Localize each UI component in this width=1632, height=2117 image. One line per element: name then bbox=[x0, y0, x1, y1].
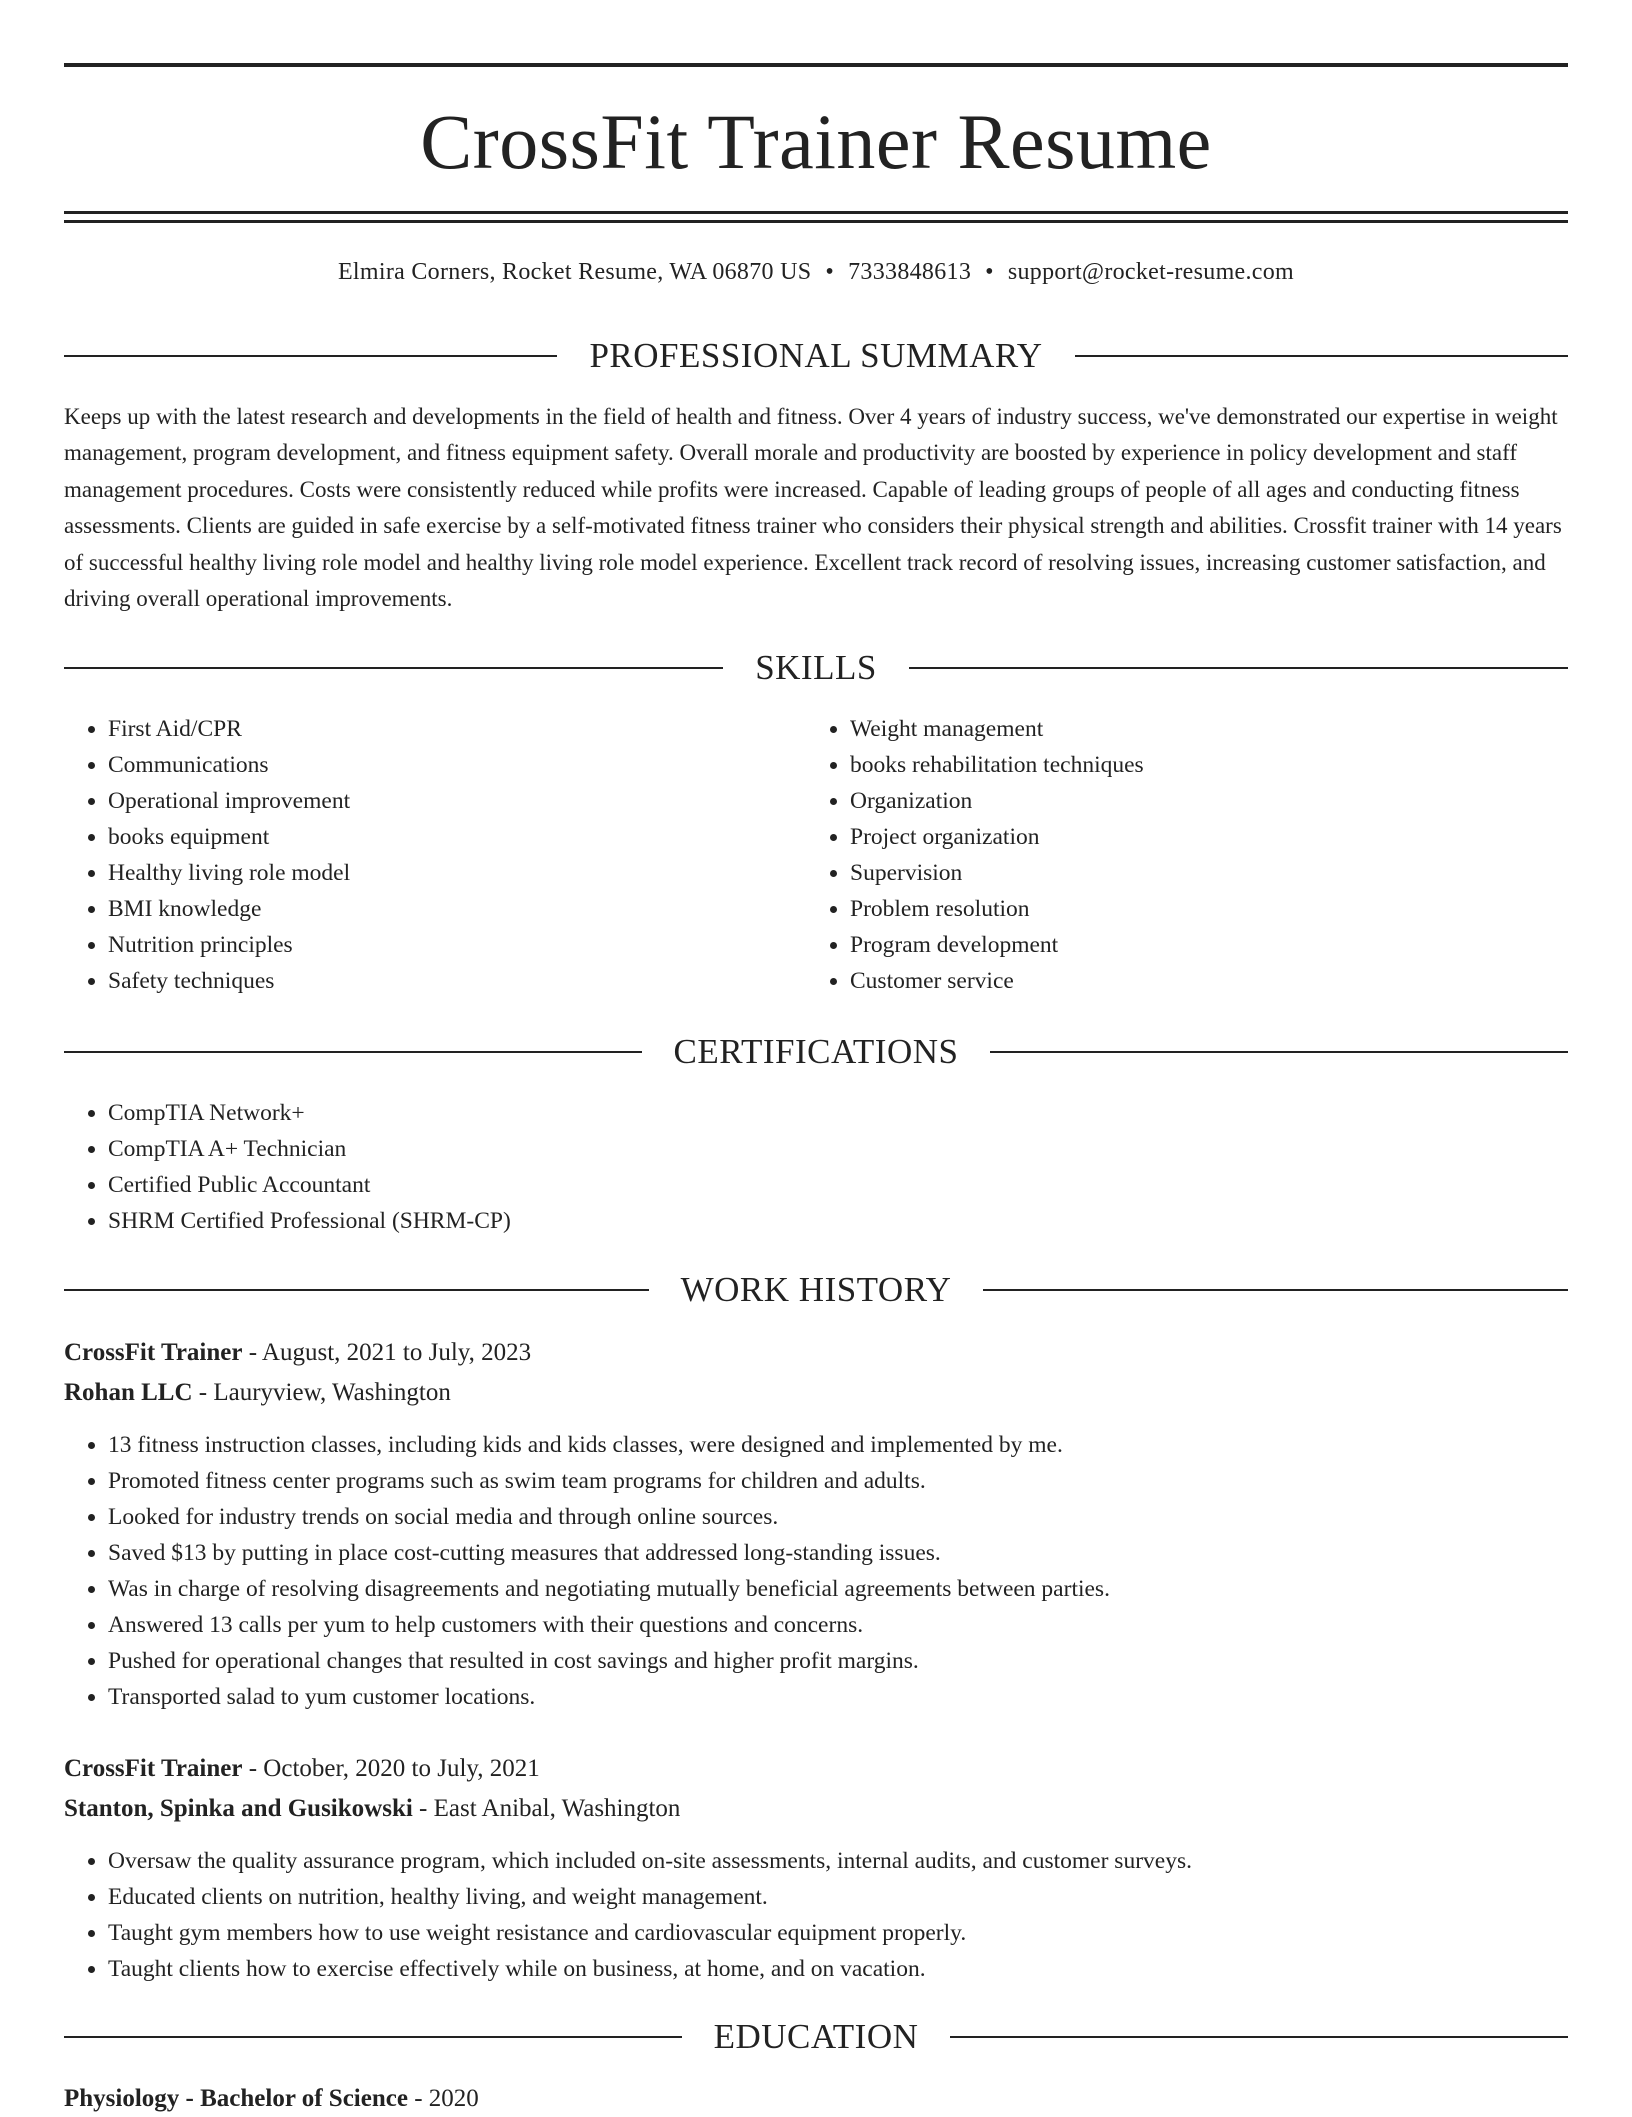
skills-list-right bbox=[806, 711, 1550, 999]
job-bullet: • 13 fitness instruction classes, including kids and kids classes, were designed and implemented by me. bbox=[108, 1427, 1568, 1463]
contact-separator: • bbox=[825, 259, 835, 285]
job-bullet: • Answered 13 calls per yum to help customers with their questions and concerns. bbox=[108, 1607, 1568, 1643]
skill-item: • Healthy living role model bbox=[108, 855, 808, 891]
job-bullet: • Promoted fitness center programs such as swim team programs for children and adults. bbox=[108, 1463, 1568, 1499]
job-bullet: • Looked for industry trends on social media and through online sources. bbox=[108, 1499, 1568, 1535]
heading-rule-right bbox=[983, 1289, 1568, 1291]
contact-line bbox=[64, 257, 1568, 287]
skill-item: • First Aid/CPR bbox=[108, 711, 808, 747]
certifications-list bbox=[64, 1095, 1568, 1239]
education-degree: Physiology - Bachelor of Science bbox=[64, 2085, 408, 2112]
heading-rule-right bbox=[990, 1051, 1568, 1053]
certification-item: • CompTIA A+ Technician bbox=[108, 1131, 1568, 1167]
skill-item: • Project organization bbox=[850, 819, 1550, 855]
job-bullet: • Saved $13 by putting in place cost-cutting measures that addressed long-standing issues. bbox=[108, 1535, 1568, 1571]
job-bullet: • Was in charge of resolving disagreements and negotiating mutually beneficial agreements between parties. bbox=[108, 1571, 1568, 1607]
job-bullet: • Taught clients how to exercise effectively while on business, at home, and on vacation. bbox=[108, 1951, 1568, 1987]
skill-item: • Program development bbox=[850, 927, 1550, 963]
heading-rule-right bbox=[909, 667, 1568, 669]
skills-heading-label: SKILLS bbox=[755, 648, 877, 687]
education-heading bbox=[64, 2017, 1568, 2057]
job-bullet: • Taught gym members how to use weight resistance and cardiovascular equipment properly. bbox=[108, 1915, 1568, 1951]
job-company: Rohan LLC bbox=[64, 1379, 193, 1406]
certification-item: • Certified Public Accountant bbox=[108, 1167, 1568, 1203]
job-bullet: • Transported salad to yum customer locations. bbox=[108, 1679, 1568, 1715]
work-history-heading-label: WORK HISTORY bbox=[680, 1270, 952, 1309]
summary-heading-label: PROFESSIONAL SUMMARY bbox=[589, 336, 1043, 375]
job-company: Stanton, Spinka and Gusikowski bbox=[64, 1795, 413, 1822]
skill-item: • Organization bbox=[850, 783, 1550, 819]
skill-item: • Problem resolution bbox=[850, 891, 1550, 927]
heading-rule-right bbox=[1075, 355, 1568, 357]
job-title: CrossFit Trainer bbox=[64, 1339, 243, 1366]
title-double-rule bbox=[64, 211, 1568, 223]
job-bullets bbox=[64, 1843, 1568, 1987]
skill-item: • Customer service bbox=[850, 963, 1550, 999]
skill-item: • Nutrition principles bbox=[108, 927, 808, 963]
certification-item: • CompTIA Network+ bbox=[108, 1095, 1568, 1131]
heading-rule-left bbox=[64, 355, 557, 357]
heading-rule-left bbox=[64, 667, 723, 669]
skills-list-left bbox=[64, 711, 808, 999]
skill-item: • Communications bbox=[108, 747, 808, 783]
skills-heading bbox=[64, 648, 1568, 688]
job-title-line bbox=[64, 1751, 1568, 1787]
heading-rule-right bbox=[950, 2036, 1568, 2038]
contact-address: Elmira Corners, Rocket Resume, WA 06870 US bbox=[337, 259, 812, 285]
skill-item: • Operational improvement bbox=[108, 783, 808, 819]
resume-page bbox=[64, 0, 1568, 2112]
summary-heading bbox=[64, 336, 1568, 376]
skill-item: • books rehabilitation techniques bbox=[850, 747, 1550, 783]
skill-item: • Safety techniques bbox=[108, 963, 808, 999]
certification-item: • SHRM Certified Professional (SHRM-CP) bbox=[108, 1203, 1568, 1239]
job-bullet: • Educated clients on nutrition, healthy living, and weight management. bbox=[108, 1879, 1568, 1915]
job-dates: - August, 2021 to July, 2023 bbox=[242, 1339, 532, 1366]
certifications-heading-label: CERTIFICATIONS bbox=[673, 1032, 959, 1071]
job-location: - East Anibal, Washington bbox=[412, 1795, 681, 1822]
skill-item: • books equipment bbox=[108, 819, 808, 855]
job-company-line bbox=[64, 1791, 1568, 1827]
top-rule bbox=[64, 63, 1568, 67]
skill-item: • Weight management bbox=[850, 711, 1550, 747]
work-history-heading bbox=[64, 1270, 1568, 1310]
job-title: CrossFit Trainer bbox=[64, 1755, 243, 1782]
contact-email: support@rocket-resume.com bbox=[1007, 259, 1295, 285]
job-bullet: • Oversaw the quality assurance program, which included on-site assessments, internal audits, and customer surveys. bbox=[108, 1843, 1568, 1879]
summary-text: Keeps up with the latest research and developments in the field of health and fitness. Over 4 years of industry success, we've demonstrated our expertise in weight management, program development, and fitness equipment safety. Overall morale and productivity are boosted by experience in policy development and staff management procedures. Costs were consistently reduced while profits were increased. Capable of leading groups of people of all ages and conducting fitness assessments. Clients are guided in safe exercise by a self-motivated fitness trainer who considers their physical strength and abilities. Crossfit trainer with 14 years of successful healthy living role model and healthy living role model experience. Excellent track record of resolving issues, increasing customer satisfaction, and driving overall operational improvements. bbox=[64, 404, 1562, 612]
job-bullets bbox=[64, 1427, 1568, 1715]
heading-rule-left bbox=[64, 2036, 682, 2038]
job-location: - Lauryview, Washington bbox=[192, 1379, 451, 1406]
education-year: - 2020 bbox=[407, 2085, 479, 2112]
job-bullet: • Pushed for operational changes that resulted in cost savings and higher profit margins. bbox=[108, 1643, 1568, 1679]
skill-item: • Supervision bbox=[850, 855, 1550, 891]
skill-item: • BMI knowledge bbox=[108, 891, 808, 927]
job-title-line bbox=[64, 1335, 1568, 1371]
job-company-line bbox=[64, 1375, 1568, 1411]
certifications-heading bbox=[64, 1032, 1568, 1072]
heading-rule-left bbox=[64, 1289, 649, 1291]
resume-title: CrossFit Trainer Resume bbox=[420, 98, 1212, 185]
heading-rule-left bbox=[64, 1051, 642, 1053]
education-heading-label: EDUCATION bbox=[713, 2017, 919, 2056]
contact-phone: 7333848613 bbox=[848, 259, 972, 285]
contact-separator: • bbox=[985, 259, 994, 285]
job-dates: - October, 2020 to July, 2021 bbox=[242, 1755, 540, 1782]
